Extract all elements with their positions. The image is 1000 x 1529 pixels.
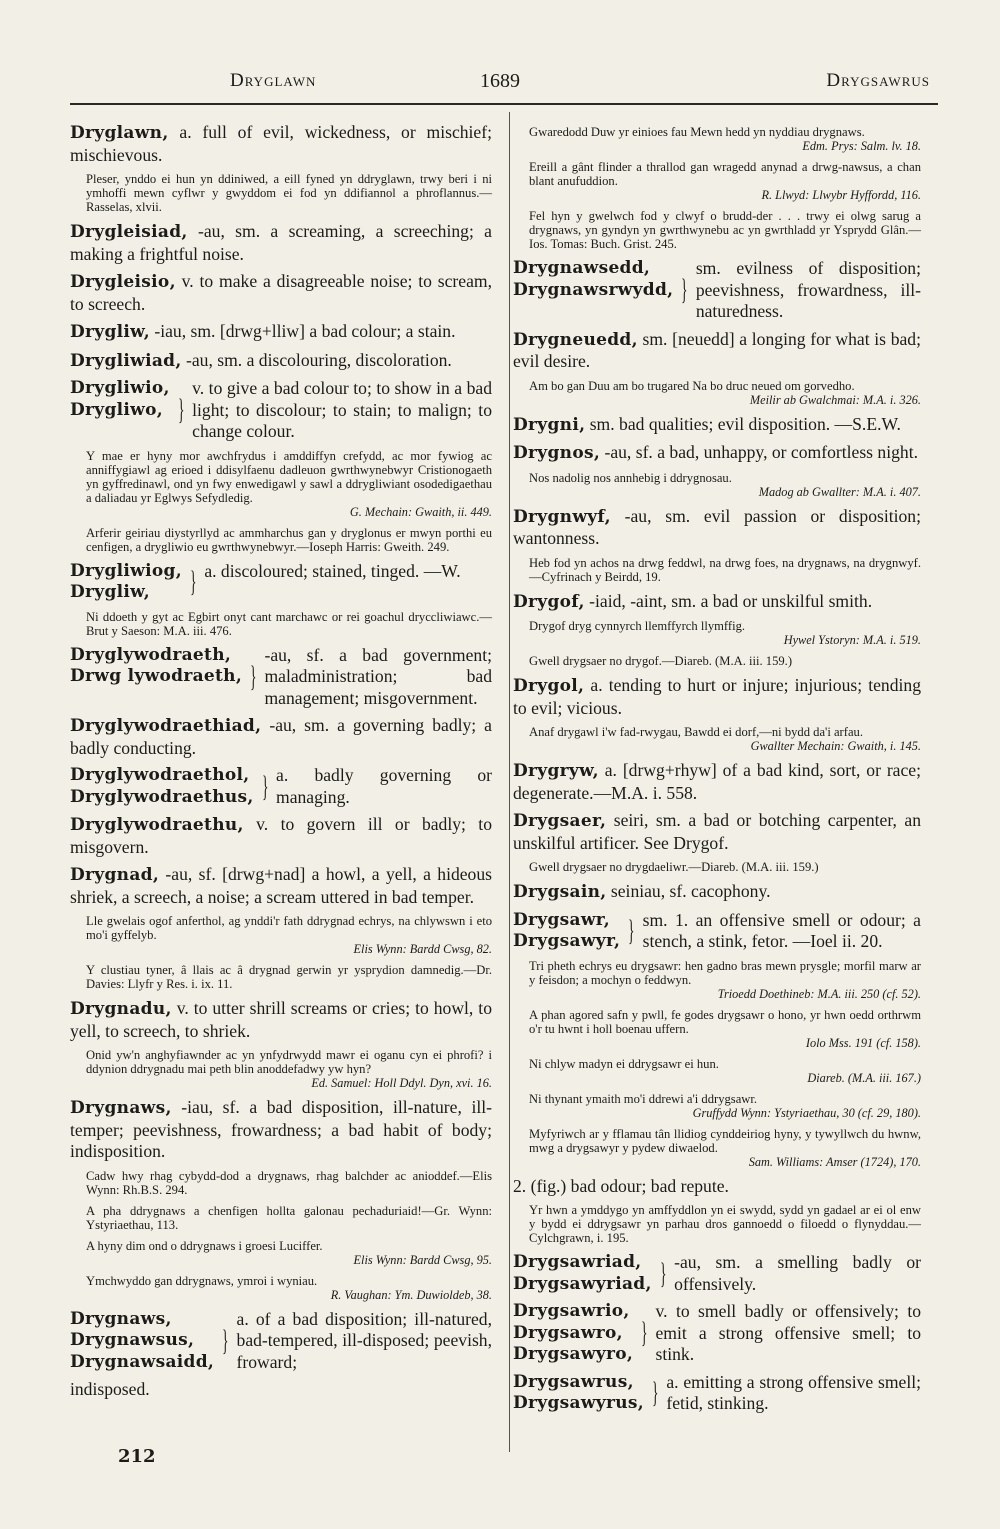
example-quotation xyxy=(513,160,921,202)
quotation-text: Yr hwn a ymddygo yn amffyddlon yn ei swydd, sydd yn gadael ar ei ol enw y bydd ei ddrygsawr yn parhau dros gannoedd o filoedd o flynyddau.—Cylchgrawn, i. 195. xyxy=(529,1203,921,1245)
headword: Dryglywodraethus, xyxy=(70,786,254,807)
right-column xyxy=(513,122,921,1421)
running-header xyxy=(70,70,930,100)
headword: Drygryw, xyxy=(513,761,599,781)
definition: a. [drwg+rhyw] of a bad kind, sort, or race; degenerate.—M.A. i. 558. xyxy=(513,760,921,803)
example-quotation xyxy=(513,209,921,251)
headword: Drygsawyro, xyxy=(513,1344,634,1364)
dictionary-entry xyxy=(513,442,921,465)
dictionary-entry xyxy=(513,760,921,804)
grouped-entry xyxy=(70,1309,492,1374)
definition: a. full of evil, wickedness, or mischief; mischievous. xyxy=(70,122,492,165)
headword: Dryglywodraethu, xyxy=(70,815,244,835)
quotation-source: Edm. Prys: Salm. lv. 18. xyxy=(802,139,921,153)
headword: Drygnawsrwydd, xyxy=(513,279,674,300)
headword: Drygliw, xyxy=(70,322,150,342)
headword: Drygliwio, xyxy=(70,378,170,398)
headword: Drygnawsaidd, xyxy=(70,1351,215,1372)
dictionary-entry xyxy=(513,329,921,373)
headword: Drygliwiad, xyxy=(70,350,182,371)
definition: v. to govern ill or badly; to misgovern. xyxy=(70,814,492,857)
example-quotation xyxy=(513,725,921,753)
signature-number: 212 xyxy=(118,1446,156,1467)
definition: v. to give a bad colour to; to show in a bad light; to discolour; to stain; to malign; to change colour. xyxy=(192,378,492,441)
headword-group xyxy=(70,765,254,808)
quotation-source: Hywel Ystoryn: M.A. i. 519. xyxy=(783,633,921,647)
quotation-text: Gwaredodd Duw yr einioes fau Mewn hedd yn nyddiau drygnaws. xyxy=(529,125,865,139)
column-divider xyxy=(509,112,510,1452)
example-quotation xyxy=(513,379,921,407)
headword-group xyxy=(70,645,242,710)
definition: seiri, sm. a bad or botching carpenter, an unskilful artificer. See Drygof. xyxy=(513,810,921,853)
headword: Drygsawrio, xyxy=(513,1301,630,1321)
headword: Drygsawrus, xyxy=(513,1371,634,1392)
quotation-source: Gwallter Mechain: Gwaith, i. 145. xyxy=(750,739,921,753)
definition: a. emitting a strong offensive smell; fetid, stinking. xyxy=(666,1371,921,1413)
grouped-entry xyxy=(513,258,921,323)
example-quotation xyxy=(70,1239,492,1267)
example-quotation xyxy=(70,1274,492,1302)
quotation-text: Pleser, ynddo ei hun yn ddiniwed, a eill fyned yn ddryglawn, trwy beri i ni ymhoffi mewn cyflwr y gwyddom ei fod yn ddifiannol a phroflannus.—Rasselas, xlvii. xyxy=(86,172,492,214)
quotation-source: G. Mechain: Gwaith, ii. 449. xyxy=(349,504,492,519)
example-quotation xyxy=(70,1204,492,1232)
quotation-text: A pha ddrygnaws a chenfigen hollta galonau pechaduriaid!—Gr. Wynn: Ystyriaethau, 113. xyxy=(86,1203,492,1232)
dictionary-entry xyxy=(70,271,492,315)
dictionary-entry xyxy=(513,675,921,719)
headword: Drwg lywodraeth, xyxy=(70,666,243,686)
definition: -au, sm. a screaming, a screeching; a making a frightful noise. xyxy=(70,221,492,264)
brace-mark: } xyxy=(628,914,635,947)
quotation-text: Ereill a gânt flinder a thrallod gan wragedd anynad a drwg-nawsus, a chan blant anufuddion. xyxy=(529,160,921,188)
definition: a. of a bad disposition; ill-natured, bad-tempered, ill-disposed; peevish, froward; xyxy=(236,1308,492,1372)
example-quotation xyxy=(513,556,921,584)
brace-mark: } xyxy=(250,659,257,693)
example-quotation xyxy=(70,526,492,554)
dictionary-entry xyxy=(513,881,921,904)
left-column xyxy=(70,122,492,1407)
headword: Drygliwo, xyxy=(70,399,163,420)
brace-mark: } xyxy=(189,565,197,598)
definition: -au, sm. a discolouring, discoloration. xyxy=(181,349,452,370)
definition: -au, sm. a smelling badly or offensively. xyxy=(674,1252,921,1294)
quotation-text: Lle gwelais ogof anferthol, ag ynddi'r fath ddrygnad echrys, na chlywswn i eto mo'i gyffelyb. xyxy=(86,914,492,942)
quotation-text: Onid yw'n anghyfiawnder ac yn ynfydrwydd mawr ei oganu cyn ei phrofi? i ddynion ddrygnadu mai peth blin anoddefadwy yw hyn? xyxy=(86,1048,492,1076)
example-quotation xyxy=(513,1057,921,1085)
headword: Dryglawn, xyxy=(70,123,169,143)
quotation-text: Myfyriwch ar y fflamau tân llidiog cynddeiriog hyny, y tywyllwch du hwnw, mwg a drygsawyr y pydew diwaelod. xyxy=(529,1126,921,1155)
example-quotation xyxy=(513,125,921,153)
definition: a. tending to hurt or injure; injurious; tending to evil; vicious. xyxy=(513,675,921,718)
headword-group xyxy=(513,1252,652,1295)
example-quotation xyxy=(513,1203,921,1245)
headword: Drygnaws, xyxy=(70,1098,172,1118)
headword: Drygol, xyxy=(513,676,585,696)
definition: -au, sf. a bad government; maladministration; bad management; misgovernment. xyxy=(264,644,492,708)
headword: Drygsain, xyxy=(513,882,607,902)
dictionary-entry xyxy=(70,350,492,373)
headword: Drygsawyrus, xyxy=(513,1393,644,1413)
quotation-source: Gruffydd Wynn: Ystyriaethau, 30 (cf. 29, 180). xyxy=(692,1105,921,1120)
example-quotation xyxy=(513,1008,921,1050)
example-quotation xyxy=(70,610,492,638)
dictionary-entry xyxy=(70,998,492,1042)
quotation-text: Gwell drygsaer no drygof.—Diareb. (M.A. iii. 159.) xyxy=(529,654,793,668)
page-number: 1689 xyxy=(480,70,520,92)
headword-group xyxy=(70,561,182,604)
example-quotation xyxy=(513,1092,921,1120)
definition-continuation: indisposed. xyxy=(70,1379,150,1399)
definition: -au, sf. a bad, unhappy, or comfortless night. xyxy=(600,442,918,462)
headword-group xyxy=(513,258,673,323)
grouped-entry xyxy=(513,1252,921,1295)
header-right-word: Drygsawrus xyxy=(826,70,930,91)
headword: Drygneuedd, xyxy=(513,329,638,350)
dictionary-entry xyxy=(513,414,921,437)
definition: -iau, sm. [drwg+lliw] a bad colour; a stain. xyxy=(149,321,456,341)
headword: Drygsawr, xyxy=(513,909,611,930)
quotation-text: Ymchwyddo gan ddrygnaws, ymroi i wyniau. xyxy=(86,1273,318,1288)
grouped-entry xyxy=(70,645,492,710)
headword-group xyxy=(70,1309,214,1374)
quotation-source: Sam. Williams: Amser (1724), 170. xyxy=(748,1154,921,1169)
quotation-source: Diareb. (M.A. iii. 167.) xyxy=(807,1070,921,1085)
quotation-text: Drygof dryg cynnyrch llemffyrch llymffig. xyxy=(529,619,746,633)
definition: sm. [neuedd] a longing for what is bad; evil desire. xyxy=(513,328,921,371)
brace-mark: } xyxy=(261,769,269,803)
example-quotation xyxy=(513,619,921,647)
dictionary-entry xyxy=(70,1097,492,1163)
brace-mark: } xyxy=(222,1323,229,1357)
brace-mark: } xyxy=(641,1316,648,1350)
quotation-text: Ni ddoeth y gyt ac Egbirt onyt cant marchawc or rei goachul dryccliwiawc.—Brut y Saeson: M.A. iii. 476. xyxy=(86,609,492,638)
definition-continuation: 2. (fig.) bad odour; bad repute. xyxy=(513,1175,729,1196)
definition: sm. 1. an offensive smell or odour; a stench, a stink, fetor. —Ioel ii. 20. xyxy=(642,909,921,951)
example-quotation xyxy=(70,963,492,991)
headword: Drygni, xyxy=(513,414,586,435)
grouped-entry xyxy=(513,1372,921,1415)
quotation-text: Arferir geiriau diystyrllyd ac ammharchus gan y dryglonus er mwyn porthi eu cenfigen, a drygliwio eu gwrthwynebwyr.—Ioseph Harris: Gweith. 249. xyxy=(86,525,492,554)
headword: Drygnaws, xyxy=(70,1308,172,1329)
headword: Dryglywodraethiad, xyxy=(70,716,262,736)
quotation-text: Anaf drygawl i'w fad-rwygau, Bawdd ei dorf,—ni bydd da'i arfau. xyxy=(529,725,863,739)
dictionary-entry xyxy=(70,864,492,908)
dictionary-entry xyxy=(70,814,492,858)
headword: Drygnos, xyxy=(513,443,601,463)
headword: Drygsawro, xyxy=(513,1322,623,1343)
quotation-text: Tri pheth echrys eu drygsawr: hen gadno bras mewn prysgle; morfil marw ar y feisdon; a mochyn o feddwyn. xyxy=(529,958,921,987)
definition: -au, sm. evil passion or disposition; wantonness. xyxy=(513,505,921,548)
quotation-text: Gwell drygsaer no drygdaeliwr.—Diareb. (M.A. iii. 159.) xyxy=(529,860,819,874)
quotation-source: R. Llwyd: Llwybr Hyffordd, 116. xyxy=(761,188,921,202)
definition: sm. bad qualities; evil disposition. —S.E.W. xyxy=(585,413,901,434)
grouped-entry xyxy=(70,561,492,604)
example-quotation xyxy=(513,471,921,499)
headword: Drygof, xyxy=(513,591,585,612)
definition: v. to smell badly or offensively; to emit a strong offensive smell; to stink. xyxy=(655,1301,921,1364)
example-quotation xyxy=(70,1169,492,1197)
definition: -au, sf. [drwg+nad] a howl, a yell, a hideous shriek, a screech, a noise; a scream uttered in bad temper. xyxy=(70,864,492,907)
definition: -iaid, -aint, sm. a bad or unskilful smith. xyxy=(584,590,873,611)
quotation-text: A phan agored safn y pwll, fe godes drygsawr o hono, yr hwn oedd orthrwm o'r tu hwnt i holl boenau uffern. xyxy=(529,1007,921,1036)
dictionary-entry xyxy=(513,810,921,854)
quotation-text: Y mae er hyny mor awchfrydus i amddiffyn crefydd, ac mor fywiog ac anniffygiawl ag erioed i ddisylfaenu dadleuon gwrthwynebwyr Cristionogaeth yn gyffredinawl, ond yn fwy enwedigawl y sawl a ddrygliwiant osodedigaethau a daliadau yr Eglwys Sefydledig. xyxy=(86,448,492,505)
quotation-text: Y clustiau tyner, â llais ac â drygnad gerwin yr ysprydion damnedig.—Dr. Davies: Llyfr y Res. i. ix. 11. xyxy=(86,963,492,991)
headword: Drygliw, xyxy=(70,582,150,602)
headword-group xyxy=(513,1301,633,1366)
dictionary-entry xyxy=(70,221,492,265)
quotation-source: Ed. Samuel: Holl Ddyl. Dyn, xvi. 16. xyxy=(311,1076,492,1090)
quotation-text: Fel hyn y gwelwch fod y clwyf o brudd-der . . . trwy ei olwg sarug a drygnaws, yn gyndyn yn gwrthwynebu ac yn gwrthladd yr Ysprydd Glân.—Ios. Tomas: Buch. Grist. 245. xyxy=(529,209,921,251)
quotation-text: Cadw hwy rhag cybydd-dod a drygnaws, rhag balchder ac anioddef.—Elis Wynn: Rh.B.S. 294. xyxy=(86,1168,492,1197)
brace-mark: } xyxy=(651,1376,659,1409)
quotation-text: Heb fod yn achos na drwg feddwl, na drwg foes, na drygnaws, na drygnwyf.—Cyfrinach y Beirdd, 19. xyxy=(529,555,921,584)
headword: Drygnawsus, xyxy=(70,1330,195,1350)
grouped-entry xyxy=(70,378,492,443)
definition: v. to make a disagreeable noise; to scream, to screech. xyxy=(70,271,492,314)
grouped-entry xyxy=(513,910,921,953)
quotation-source: Elis Wynn: Bardd Cwsg, 95. xyxy=(353,1252,492,1267)
quotation-source: Trioedd Doethineb: M.A. iii. 250 (cf. 52). xyxy=(717,986,921,1001)
headword: Drygsawyriad, xyxy=(513,1273,652,1294)
brace-mark: } xyxy=(681,273,688,307)
example-quotation xyxy=(513,654,921,668)
headword: Drygliwiog, xyxy=(70,560,182,581)
dictionary-entry xyxy=(513,506,921,550)
headword: Drygleisio, xyxy=(70,272,176,292)
headword: Drygnadu, xyxy=(70,999,172,1019)
quotation-source: Elis Wynn: Bardd Cwsg, 82. xyxy=(353,942,492,956)
quotation-source: R. Vaughan: Ym. Duwioldeb, 38. xyxy=(330,1287,492,1302)
example-quotation xyxy=(70,172,492,214)
definition: a. badly governing or managing. xyxy=(276,765,492,807)
dictionary-entry xyxy=(70,122,492,166)
headword: Drygsawyr, xyxy=(513,931,621,951)
quotation-text: Ni thynant ymaith mo'i ddrewi a'i ddrygsawr. xyxy=(529,1091,758,1106)
example-quotation xyxy=(513,860,921,874)
definition: -iau, sf. a bad disposition, ill-nature, ill-temper; peevishness, frowardness; a bad habit of body; indisposition. xyxy=(70,1097,492,1161)
headword: Drygnwyf, xyxy=(513,506,611,527)
example-quotation xyxy=(513,1127,921,1169)
headword: Drygnawsedd, xyxy=(513,258,651,278)
headword: Dryglywodraethol, xyxy=(70,765,250,785)
definition: v. to utter shrill screams or cries; to howl, to yell, to screech, to shriek. xyxy=(70,998,492,1041)
headword-group xyxy=(70,378,170,443)
quotation-text: A hyny dim ond o ddrygnaws i groesi Luciffer. xyxy=(86,1238,323,1253)
headword-group xyxy=(513,1372,644,1415)
example-quotation xyxy=(513,959,921,1001)
definition: sm. evilness of disposition; peevishness, frowardness, ill-naturedness. xyxy=(695,258,921,321)
example-quotation xyxy=(70,449,492,519)
headword: Drygleisiad, xyxy=(70,222,188,242)
quotation-source: Madog ab Gwallter: M.A. i. 407. xyxy=(758,484,921,499)
dictionary-entry xyxy=(70,321,492,344)
grouped-entry xyxy=(70,765,492,808)
definition: -au, sm. a governing badly; a badly conducting. xyxy=(70,715,492,758)
headword: Drygsawriad, xyxy=(513,1252,642,1272)
definition: seiniau, sf. cacophony. xyxy=(606,881,771,901)
brace-mark: } xyxy=(659,1256,667,1290)
quotation-source: Meilir ab Gwalchmai: M.A. i. 326. xyxy=(749,392,921,407)
headword: Dryglywodraeth, xyxy=(70,644,232,665)
brace-mark: } xyxy=(177,393,185,427)
dictionary-entry xyxy=(513,591,921,614)
headword: Drygnad, xyxy=(70,865,160,885)
grouped-entry xyxy=(513,1301,921,1366)
dictionary-entry xyxy=(70,715,492,759)
header-rule xyxy=(70,103,938,105)
quotation-text: Ni chlyw madyn ei ddrygsawr ei hun. xyxy=(529,1056,719,1071)
headword: Drygsaer, xyxy=(513,811,607,831)
headword-group xyxy=(513,910,620,953)
header-left-word: Dryglawn xyxy=(230,70,317,91)
quotation-text: Am bo gan Duu am bo trugared Na bo druc neued om gorvedho. xyxy=(529,378,855,393)
definition: a. discoloured; stained, tinged. —W. xyxy=(204,560,461,581)
example-quotation xyxy=(70,914,492,956)
quotation-source: Iolo Mss. 191 (cf. 158). xyxy=(805,1035,921,1050)
quotation-text: Nos nadolig nos annhebig i ddrygnosau. xyxy=(529,470,732,485)
example-quotation xyxy=(70,1048,492,1090)
